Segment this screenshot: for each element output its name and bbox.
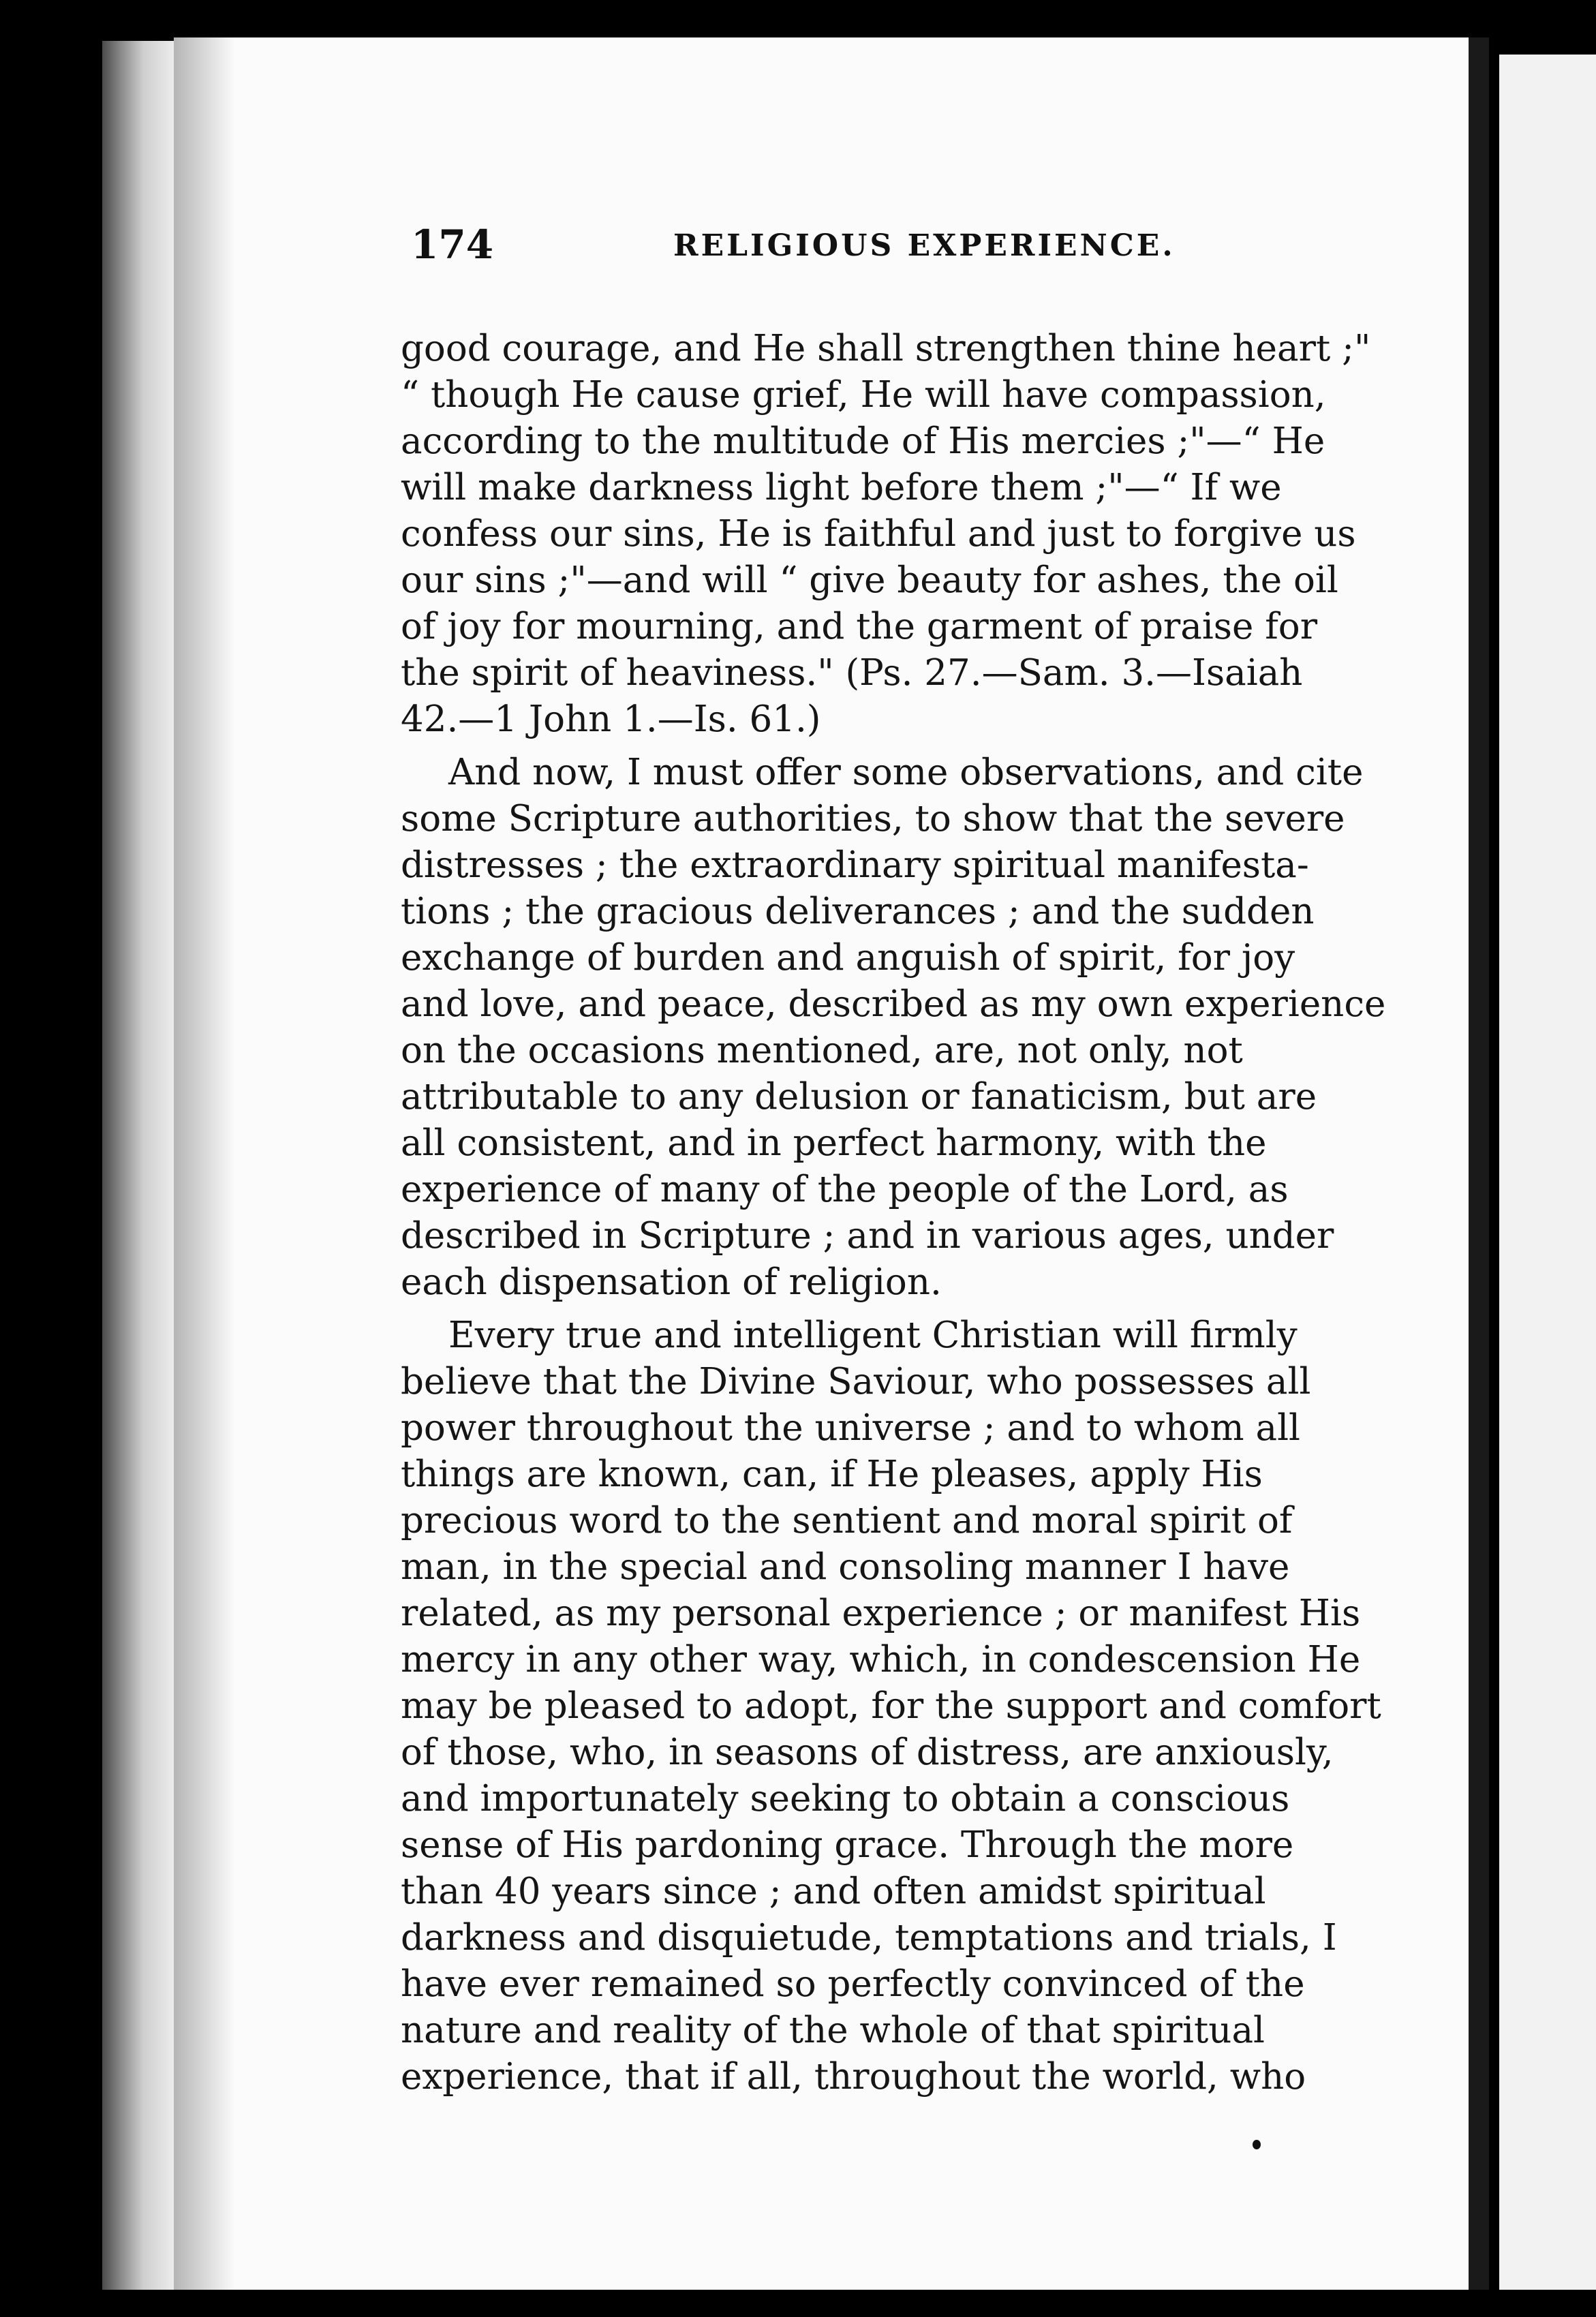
text-line: mercy in any other way, which, in condescension He — [401, 1639, 1361, 1681]
text-line: attributable to any delusion or fanaticism, but are — [401, 1076, 1317, 1118]
text-line: precious word to the sentient and moral spirit of — [401, 1500, 1293, 1541]
text-line: each dispensation of religion. — [401, 1261, 942, 1303]
text-line: and love, and peace, described as my own experience — [401, 983, 1386, 1025]
text-line: some Scripture authorities, to show that the severe — [401, 798, 1345, 840]
text-line: 42.—1 John 1.—Is. 61.) — [401, 699, 821, 740]
text-line: our sins ;"—and will “ give beauty for ashes, the oil — [401, 559, 1338, 601]
text-line: will make darkness light before them ;"—“ If we — [401, 467, 1282, 508]
body-text — [401, 326, 1406, 2100]
text-line: distresses ; the extraordinary spiritual manifesta- — [401, 844, 1309, 886]
text-line: than 40 years since ; and often amidst spiritual — [401, 1871, 1266, 1912]
text-line: And now, I must offer some observations, and cite — [448, 752, 1364, 793]
running-head: RELIGIOUS EXPERIENCE. — [673, 228, 1176, 263]
text-line: may be pleased to adopt, for the support and comfort — [401, 1685, 1381, 1727]
text-line: described in Scripture ; and in various ages, under — [401, 1215, 1334, 1257]
text-line: related, as my personal experience ; or manifest His — [401, 1593, 1361, 1634]
text-line: nature and reality of the whole of that spiritual — [401, 2010, 1265, 2051]
text-line: power throughout the universe ; and to whom all — [401, 1407, 1301, 1449]
text-line: according to the multitude of His mercies ;"—“ He — [401, 420, 1325, 462]
text-line: things are known, can, if He pleases, apply His — [401, 1454, 1263, 1495]
text-line: experience, that if all, throughout the world, who — [401, 2056, 1306, 2098]
page-edge-stack — [102, 41, 177, 2290]
text-line: sense of His pardoning grace. Through the more — [401, 1824, 1294, 1866]
text-line: have ever remained so perfectly convinced of the — [401, 1963, 1305, 2005]
text-line: tions ; the gracious deliverances ; and the sudden — [401, 891, 1315, 932]
text-line: “ though He cause grief, He will have compassion, — [401, 374, 1326, 416]
gutter-shadow — [174, 37, 235, 2290]
page-header — [411, 221, 1400, 283]
text-line: the spirit of heaviness." (Ps. 27.—Sam. 3.—Isaiah — [401, 652, 1303, 694]
text-line: of those, who, in seasons of distress, are anxiously, — [401, 1732, 1334, 1773]
text-line: darkness and disquietude, temptations and trials, I — [401, 1917, 1337, 1959]
text-line: on the occasions mentioned, are, not only, not — [401, 1030, 1243, 1071]
text-line: all consistent, and in perfect harmony, with the — [401, 1122, 1267, 1164]
text-line: confess our sins, He is faithful and just to forgive us — [401, 513, 1356, 555]
text-line: good courage, and He shall strengthen thine heart ;" — [401, 328, 1371, 369]
text-line: experience of many of the people of the Lord, as — [401, 1169, 1289, 1210]
text-line: of joy for mourning, and the garment of praise for — [401, 606, 1318, 647]
facing-page-sliver — [1499, 55, 1596, 2290]
text-line: and importunately seeking to obtain a conscious — [401, 1778, 1290, 1820]
page-number: 174 — [411, 221, 494, 268]
ink-mark — [1253, 2140, 1261, 2149]
text-line: exchange of burden and anguish of spirit, for joy — [401, 937, 1295, 979]
page-binding-edge — [1469, 37, 1489, 2290]
text-line: Every true and intelligent Christian will firmly — [448, 1315, 1298, 1356]
text-line: man, in the special and consoling manner I have — [401, 1546, 1290, 1588]
text-line: believe that the Divine Saviour, who possesses all — [401, 1361, 1311, 1402]
